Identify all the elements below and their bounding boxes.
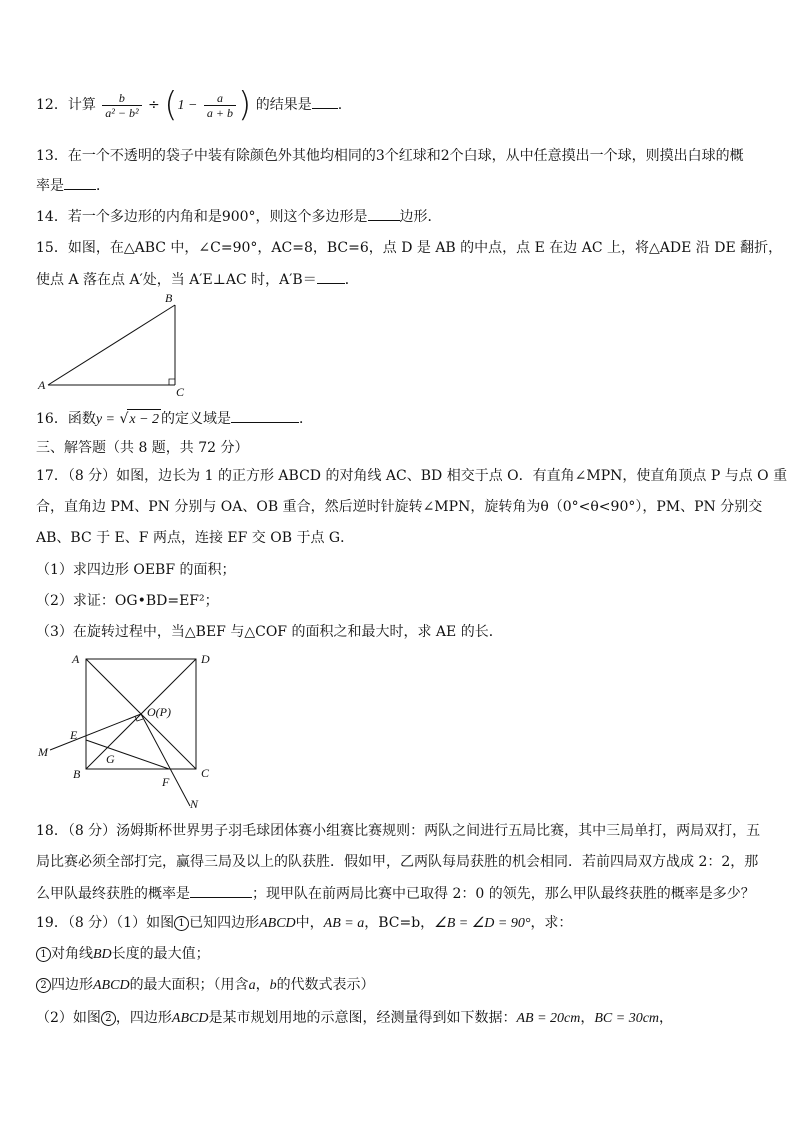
q16-prefix: 16．函数: [36, 411, 96, 427]
q19-figure-2-marker: 2: [101, 1011, 116, 1026]
q15-label-a: A: [38, 378, 46, 392]
question-19-item-1: [36, 944, 210, 965]
q17-label-n: N: [190, 797, 199, 811]
q19-var-a: a: [248, 978, 256, 993]
q12-frac1-numerator: b: [118, 90, 125, 105]
q16-suffix: 的定义域是: [161, 411, 232, 427]
q17-label-a: A: [72, 652, 80, 666]
q14-prefix: 14．若一个多边形的内角和是900°，则这个多边形是: [36, 209, 368, 225]
question-19-line-4: [36, 1008, 673, 1029]
q12-one-minus: 1 −: [177, 98, 198, 113]
question-18-line-2: 局比赛必须全部打完，赢得三局及以上的队获胜．假如甲，乙两队每局获胜的机会相同．若前四局双方战成 2：2，那: [36, 854, 759, 870]
q17-segment-ef: [86, 740, 169, 769]
q17-label-d: D: [201, 652, 210, 666]
question-15-line-1: 15．如图，在△ABC 中，∠C=90°，AC=8，BC=6，点 D 是 AB 的中点，点 E 在边 AC 上，将△ADE 沿 DE 翻折，: [36, 240, 783, 256]
question-17-part-3: （3）在旋转过程中，当△BEF 与△COF 的面积之和最大时，求 AE 的长．: [36, 624, 503, 640]
q13-answer-blank: [64, 175, 96, 190]
q16-y-eq: y =: [95, 412, 115, 427]
q17-label-e: E: [70, 728, 78, 742]
q12-divide: ÷: [148, 97, 160, 113]
q19-line4-prefix: （2）如图: [36, 1010, 101, 1026]
q19-item-1-marker: 1: [36, 947, 51, 962]
q15-prefix: 使点 A 落在点 A′处，当 A′E⊥AC 时，A′B＝: [36, 272, 317, 288]
q19-item1-prefix: 对角线: [51, 946, 93, 962]
q19-ab-val: AB = 20cm: [516, 1011, 581, 1026]
q15-triangle-figure: [36, 292, 196, 398]
q13-prefix: 率是: [36, 178, 64, 194]
q12-frac2-denominator: a + b: [204, 105, 236, 120]
q19-var-b: b: [269, 978, 277, 993]
question-18-line-1: 18．（8 分）汤姆斯杯世界男子羽毛球团体赛小组赛比赛规则：两队之间进行五局比赛，其中三局单打，两局双打，五: [36, 823, 761, 839]
q19-bc-val: BC = 30cm: [594, 1011, 660, 1026]
q15-side-ab: [48, 305, 175, 385]
q19-item1-suffix: 长度的最大值；: [111, 946, 210, 962]
q17-square-figure: [34, 648, 224, 812]
question-13-line-2: [36, 175, 110, 196]
q15-label-c: C: [176, 385, 185, 398]
q19-item2-end: 的代数式表示）: [276, 977, 375, 993]
question-19-line-1: [36, 913, 572, 934]
q19-item2-suffix: 的最大面积；（用含: [129, 977, 249, 993]
q17-label-c: C: [201, 766, 210, 780]
question-12: [36, 85, 343, 125]
q12-suffix: 的结果是: [255, 97, 312, 113]
question-17-part-2: （2）求证：OG•BD=EF²；: [36, 593, 219, 609]
q17-label-b: B: [73, 767, 81, 781]
q19-line4-abcd: ABCD: [171, 1011, 209, 1026]
q15-right-angle-mark: [169, 379, 175, 385]
q19-line4-end: ，: [659, 1010, 674, 1026]
q12-fraction-1: [102, 91, 141, 120]
q12-fraction-2: [204, 91, 236, 120]
q12-end: .: [337, 97, 343, 113]
q19-sep: ，: [580, 1010, 595, 1026]
q19-prefix: 19．（8 分）（1）如图: [36, 915, 175, 931]
q19-line4-mid2: 是某市规划用地的示意图，经测量得到如下数据：: [208, 1010, 517, 1026]
q12-frac2-numerator: a: [216, 90, 223, 105]
q19-comma: ，: [255, 977, 270, 993]
q13-end: ．: [96, 178, 110, 194]
q19-line1-end: ，求：: [530, 915, 573, 931]
q19-item2-abcd: ABCD: [93, 978, 130, 993]
q19-line4-mid: ，四边形: [115, 1010, 172, 1026]
q16-radicand: x − 2: [127, 409, 161, 430]
question-17-line-1: 17．（8 分）如图，边长为 1 的正方形 ABCD 的对角线 AC、BD 相交于点 O．有直角∠MPN，使直角顶点 P 与点 O 重: [36, 468, 788, 484]
q18-answer-blank: [190, 883, 252, 898]
q17-label-f: F: [162, 775, 170, 789]
q17-ray-pn: [141, 714, 190, 806]
q12-prefix: 12．计算: [36, 97, 96, 113]
q12-left-paren: (: [164, 85, 178, 125]
q14-answer-blank: [368, 206, 400, 221]
question-18-line-3: [36, 883, 755, 904]
q19-item-2-marker: 2: [36, 978, 51, 993]
question-17-part-1: （1）求四边形 OEBF 的面积；: [36, 562, 236, 578]
question-17-line-3: AB、BC 于 E、F 两点，连接 EF 交 OB 于点 G．: [36, 530, 355, 546]
q12-right-paren: ): [238, 85, 252, 125]
question-13-line-1: 13．在一个不透明的袋子中装有除颜色外其他均相同的3个红球和2个白球，从中任意摸出一个球，则摸出白球的概: [36, 148, 744, 164]
q12-frac1-denominator: a² − b²: [102, 105, 141, 120]
q19-bd: BD: [93, 947, 112, 962]
q17-ray-pm: [50, 714, 141, 750]
q17-label-op: O(P): [147, 705, 171, 719]
q17-label-g: G: [106, 752, 115, 766]
q19-mid2: 中，: [295, 915, 324, 931]
q15-answer-blank: [317, 269, 345, 284]
question-17-line-2: 合，直角边 PM、PN 分别与 OA、OB 重合，然后逆时针旋转∠MPN，旋转角为θ（0°<θ<90°），PM、PN 分别交: [36, 499, 763, 515]
q16-radical: √: [119, 411, 129, 427]
question-14: [36, 206, 442, 227]
q19-bc-eq: ，BC=b，: [364, 915, 435, 931]
q17-right-angle-mark: [135, 716, 143, 721]
section-3-title: 三、解答题（共 8 题，共 72 分）: [36, 440, 249, 456]
q17-label-m: M: [38, 745, 48, 759]
q16-end: ．: [299, 411, 314, 427]
q19-angle-eq: ∠B = ∠D = 90°: [434, 916, 531, 931]
q16-answer-blank: [231, 408, 299, 423]
q19-item2-prefix: 四边形: [51, 977, 93, 993]
q18-prefix: 么甲队最终获胜的概率是: [36, 886, 190, 902]
q12-answer-blank: [312, 94, 338, 109]
question-16: [36, 408, 313, 430]
q19-figure-1-marker: 1: [174, 916, 189, 931]
question-19-item-2: [36, 975, 375, 996]
q19-ab-eq: AB = a: [323, 916, 365, 931]
q15-label-b: B: [165, 292, 173, 305]
q19-abcd: ABCD: [259, 916, 296, 931]
question-15-line-2: [36, 269, 359, 290]
q14-suffix: 边形．: [399, 209, 442, 225]
q18-suffix: ；现甲队在前两局比赛中已取得 2：0 的领先，那么甲队最终获胜的概率是多少？: [252, 886, 755, 902]
q19-mid: 已知四边形: [189, 915, 260, 931]
q15-end: ．: [344, 272, 359, 288]
